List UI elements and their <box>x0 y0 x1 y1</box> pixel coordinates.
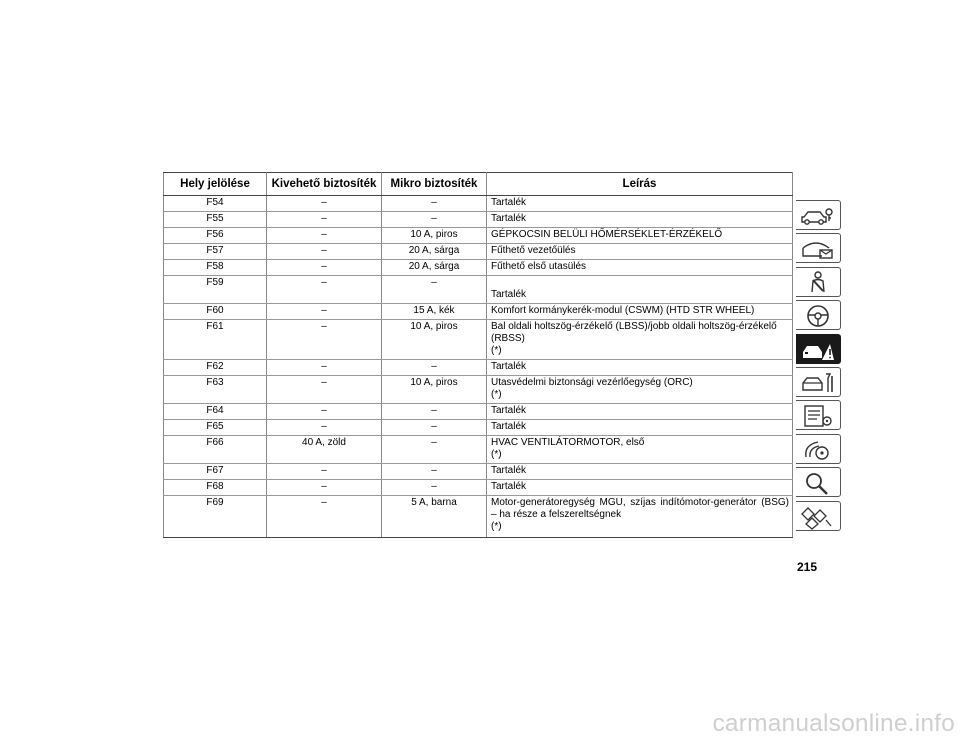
cell-location: F64 <box>164 404 267 420</box>
description-note: (*) <box>491 389 502 400</box>
cell-micro: 15 A, kék <box>382 304 487 320</box>
tab-safety[interactable] <box>796 267 841 297</box>
cell-cartridge: – <box>267 376 382 404</box>
cell-description <box>487 480 793 496</box>
description-text: Utasvédelmi biztonsági vezérlőegység (ORC) <box>491 377 693 388</box>
cell-cartridge: – <box>267 404 382 420</box>
cell-description <box>487 304 793 320</box>
cell-location: F55 <box>164 212 267 228</box>
steering-wheel-icon <box>800 303 836 329</box>
cell-location: F63 <box>164 376 267 404</box>
cell-location: F65 <box>164 420 267 436</box>
tab-starting-and-operating[interactable] <box>796 300 841 330</box>
cell-description <box>487 196 793 212</box>
description-note: (*) <box>491 345 502 356</box>
specifications-list-icon <box>800 403 836 429</box>
cell-micro: 10 A, piros <box>382 228 487 244</box>
cell-cartridge: – <box>267 260 382 276</box>
cell-micro: – <box>382 360 487 376</box>
cell-micro: – <box>382 276 487 304</box>
description-text: Fűthető első utasülés <box>491 261 587 272</box>
cell-cartridge: – <box>267 480 382 496</box>
cell-location: F69 <box>164 496 267 538</box>
header-location: Hely jelölése <box>164 173 267 196</box>
description-note: (*) <box>491 521 502 532</box>
cell-description <box>487 320 793 360</box>
cell-description <box>487 464 793 480</box>
cell-micro: – <box>382 464 487 480</box>
cell-micro: 10 A, piros <box>382 376 487 404</box>
table-row <box>164 212 793 228</box>
cell-location: F56 <box>164 228 267 244</box>
cell-description <box>487 404 793 420</box>
description-text: GÉPKOCSIN BELÜLI HŐMÉRSÉKLET-ÉRZÉKELŐ <box>491 229 723 240</box>
tab-index[interactable] <box>796 467 841 497</box>
tab-multimedia[interactable] <box>796 434 841 464</box>
chapter-tab-nav <box>796 200 846 534</box>
roadside-emergency-icon <box>800 337 836 363</box>
cell-description <box>487 276 793 304</box>
table-row <box>164 320 793 360</box>
description-text: Tartalék <box>491 481 527 492</box>
cell-cartridge: – <box>267 212 382 228</box>
table-row <box>164 244 793 260</box>
cell-cartridge: 40 A, zöld <box>267 436 382 464</box>
cell-micro: 20 A, sárga <box>382 260 487 276</box>
cell-location: F61 <box>164 320 267 360</box>
cell-micro: 10 A, piros <box>382 320 487 360</box>
cell-cartridge: – <box>267 276 382 304</box>
table-row <box>164 376 793 404</box>
tab-getting-to-know-vehicle[interactable] <box>796 200 841 230</box>
table-row <box>164 276 793 304</box>
table-row <box>164 420 793 436</box>
tab-customer-assistance[interactable] <box>796 501 841 531</box>
cell-cartridge: – <box>267 360 382 376</box>
cell-description <box>487 436 793 464</box>
car-service-tools-icon <box>800 370 836 396</box>
table-row <box>164 196 793 212</box>
description-text: Tartalék <box>491 197 527 208</box>
cell-location: F67 <box>164 464 267 480</box>
table-row <box>164 260 793 276</box>
cell-description <box>487 496 793 538</box>
cell-description <box>487 244 793 260</box>
cell-location: F60 <box>164 304 267 320</box>
cell-micro: – <box>382 196 487 212</box>
cell-micro: – <box>382 212 487 228</box>
multimedia-disc-icon <box>800 437 836 463</box>
car-key-icon <box>800 203 836 229</box>
cell-cartridge: – <box>267 244 382 260</box>
cell-micro: – <box>382 436 487 464</box>
description-text: Komfort kormánykerék-modul (CSWM) (HTD STR WHEEL) <box>491 305 755 316</box>
table-row <box>164 480 793 496</box>
table-row <box>164 404 793 420</box>
cell-description <box>487 360 793 376</box>
cell-location: F58 <box>164 260 267 276</box>
header-cartridge-fuse: Kivehető biztosíték <box>267 173 382 196</box>
tab-servicing-and-maintenance[interactable] <box>796 367 841 397</box>
table-row <box>164 228 793 244</box>
description-note: (*) <box>491 449 502 460</box>
tab-technical-specifications[interactable] <box>796 400 841 430</box>
page-number: 215 <box>797 560 818 574</box>
index-search-icon <box>800 470 836 496</box>
cell-cartridge: – <box>267 228 382 244</box>
dashboard-warning-icon <box>800 236 836 262</box>
cell-cartridge: – <box>267 196 382 212</box>
table-row <box>164 464 793 480</box>
cell-description <box>487 376 793 404</box>
seatbelt-safety-icon <box>800 270 836 296</box>
cell-micro: – <box>382 480 487 496</box>
language-road-signs-icon <box>800 504 836 530</box>
description-text: Bal oldali holtszög-érzékelő (LBSS)/jobb oldali holtszög-érzékelő (RBSS) <box>491 321 777 344</box>
table-row <box>164 436 793 464</box>
cell-micro: 5 A, barna <box>382 496 487 538</box>
description-text: Tartalék <box>491 465 527 476</box>
table-row <box>164 360 793 376</box>
cell-description <box>487 212 793 228</box>
cell-location: F66 <box>164 436 267 464</box>
description-text: Tartalék <box>491 405 527 416</box>
cell-micro: – <box>382 420 487 436</box>
description-text: Tartalék <box>491 361 527 372</box>
description-text: HVAC VENTILÁTORMOTOR, első <box>491 437 645 448</box>
header-micro-fuse: Mikro biztosíték <box>382 173 487 196</box>
cell-location: F62 <box>164 360 267 376</box>
cell-location: F59 <box>164 276 267 304</box>
description-text: Motor-generátoregység MGU, szíjas indítómotor-generátor (BSG) – ha része a felszereltségnek <box>491 497 789 520</box>
cell-cartridge: – <box>267 304 382 320</box>
cell-description <box>487 420 793 436</box>
cell-micro: 20 A, sárga <box>382 244 487 260</box>
header-description: Leírás <box>487 173 793 196</box>
description-text: Fűthető vezetőülés <box>491 245 576 256</box>
cell-cartridge: – <box>267 420 382 436</box>
cell-cartridge: – <box>267 464 382 480</box>
table-row <box>164 304 793 320</box>
cell-location: F54 <box>164 196 267 212</box>
description-text: Tartalék <box>491 289 527 300</box>
description-text: Tartalék <box>491 213 527 224</box>
cell-micro: – <box>382 404 487 420</box>
table-header-row <box>164 173 793 196</box>
cell-location: F68 <box>164 480 267 496</box>
tab-getting-to-know-dashboard[interactable] <box>796 233 841 263</box>
cell-cartridge: – <box>267 496 382 538</box>
cell-cartridge: – <box>267 320 382 360</box>
cell-description <box>487 228 793 244</box>
description-text: Tartalék <box>491 421 527 432</box>
cell-description <box>487 260 793 276</box>
tab-in-case-of-emergency[interactable] <box>796 334 841 364</box>
cell-location: F57 <box>164 244 267 260</box>
table-row <box>164 496 793 538</box>
fuse-table <box>163 172 793 538</box>
watermark: carmanualsonline.info <box>712 710 955 737</box>
